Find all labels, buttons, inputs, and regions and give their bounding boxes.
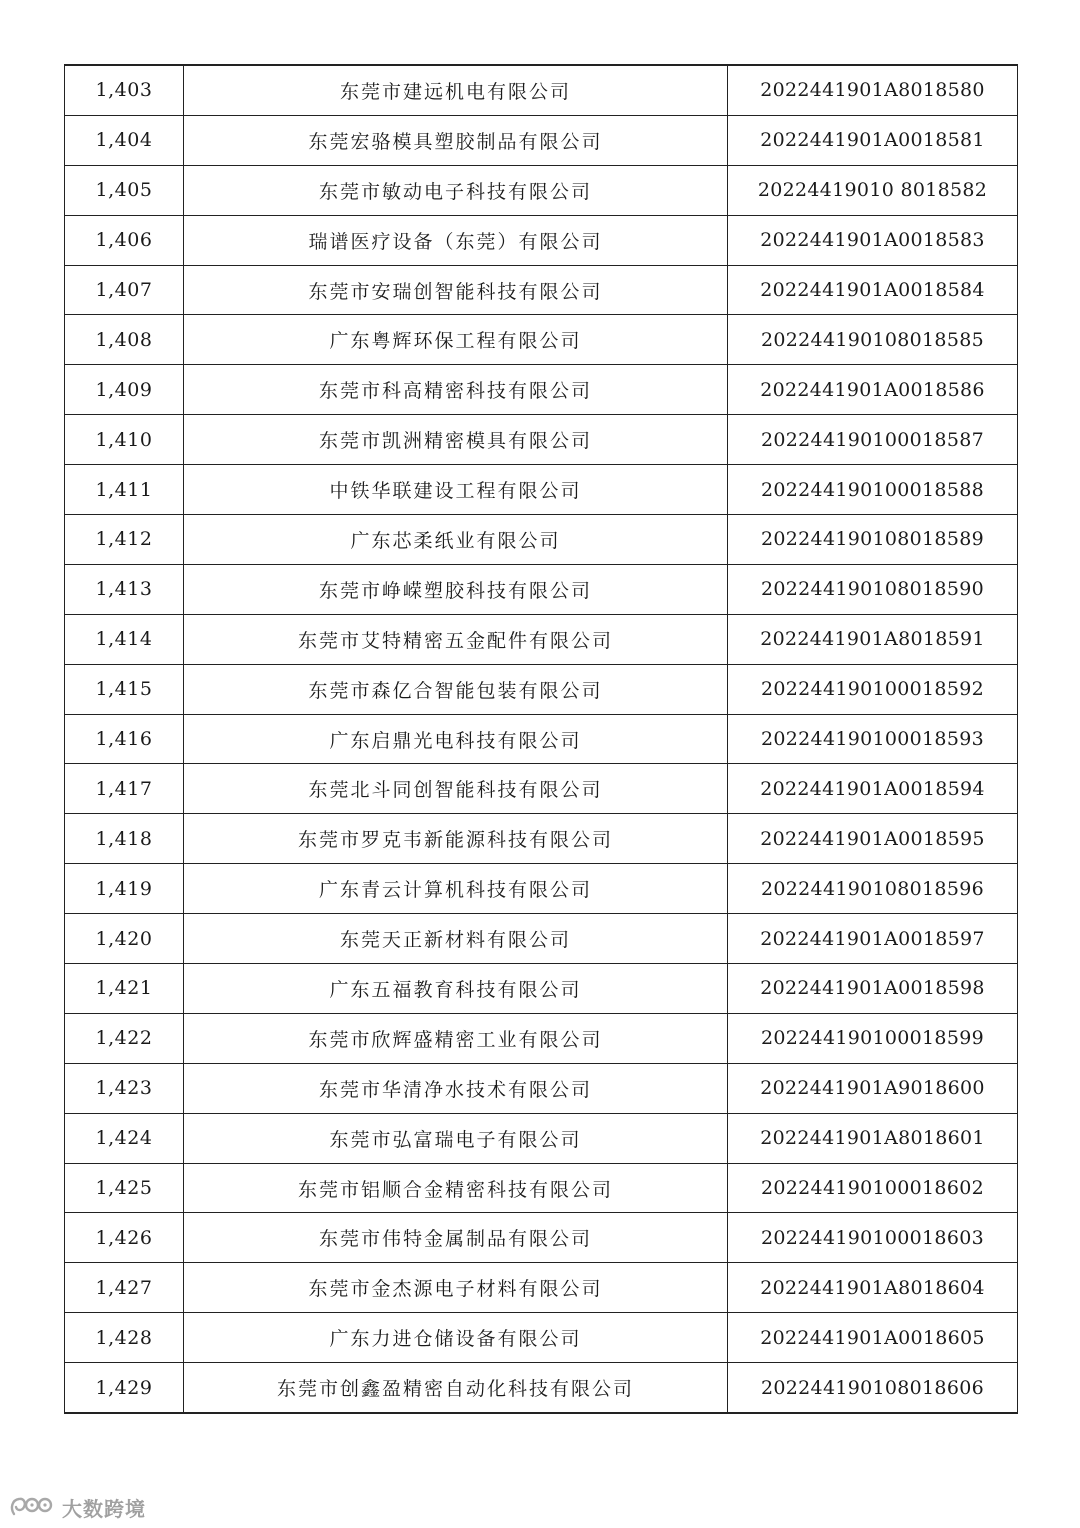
table-row [65, 165, 1018, 215]
brand-logo-icon [8, 1494, 56, 1520]
registration-code-cell: 202244190100018593 [728, 714, 1018, 764]
row-number-cell: 1,415 [65, 664, 184, 714]
company-name-cell: 东莞市森亿合智能包装有限公司 [184, 664, 728, 714]
table-row [65, 1113, 1018, 1163]
company-name-cell: 东莞市科高精密科技有限公司 [184, 365, 728, 415]
table-row [65, 265, 1018, 315]
row-number-cell: 1,429 [65, 1363, 184, 1413]
table-row [65, 1213, 1018, 1263]
registration-code-cell: 202244190108018585 [728, 315, 1018, 365]
row-number-cell: 1,410 [65, 415, 184, 465]
table-row [65, 515, 1018, 565]
registration-code-cell: 2022441901A0018595 [728, 814, 1018, 864]
table-row [65, 914, 1018, 964]
company-name-cell: 东莞市安瑞创智能科技有限公司 [184, 265, 728, 315]
company-registry-table [64, 64, 1018, 1414]
company-name-cell: 广东力进仓储设备有限公司 [184, 1313, 728, 1363]
company-name-cell: 东莞市华清净水技术有限公司 [184, 1063, 728, 1113]
company-name-cell: 广东粤辉环保工程有限公司 [184, 315, 728, 365]
row-number-cell: 1,413 [65, 564, 184, 614]
watermark-text: 大数跨境 [62, 1496, 146, 1521]
registration-code-cell: 2022441901A8018591 [728, 614, 1018, 664]
row-number-cell: 1,404 [65, 115, 184, 165]
table-row [65, 465, 1018, 515]
row-number-cell: 1,420 [65, 914, 184, 964]
watermark [8, 1492, 146, 1522]
registration-code-cell: 2022441901A0018598 [728, 964, 1018, 1014]
row-number-cell: 1,428 [65, 1313, 184, 1363]
company-name-cell: 东莞市艾特精密五金配件有限公司 [184, 614, 728, 664]
registration-code-cell: 202244190100018587 [728, 415, 1018, 465]
table-row [65, 1163, 1018, 1213]
row-number-cell: 1,418 [65, 814, 184, 864]
row-number-cell: 1,403 [65, 65, 184, 115]
table-row [65, 315, 1018, 365]
table-body [65, 65, 1018, 1413]
table-row [65, 415, 1018, 465]
row-number-cell: 1,406 [65, 215, 184, 265]
table-row [65, 1363, 1018, 1413]
company-name-cell: 东莞天正新材料有限公司 [184, 914, 728, 964]
row-number-cell: 1,421 [65, 964, 184, 1014]
table-row [65, 814, 1018, 864]
row-number-cell: 1,426 [65, 1213, 184, 1263]
registration-code-cell: 202244190108018590 [728, 564, 1018, 614]
table-row [65, 1313, 1018, 1363]
registration-code-cell: 2022441901A9018600 [728, 1063, 1018, 1113]
registration-code-cell: 2022441901A0018594 [728, 764, 1018, 814]
row-number-cell: 1,425 [65, 1163, 184, 1213]
row-number-cell: 1,412 [65, 515, 184, 565]
table-row [65, 365, 1018, 415]
table-row [65, 65, 1018, 115]
row-number-cell: 1,408 [65, 315, 184, 365]
registration-code-cell: 202244190100018592 [728, 664, 1018, 714]
row-number-cell: 1,422 [65, 1013, 184, 1063]
registration-code-cell: 2022441901A0018584 [728, 265, 1018, 315]
row-number-cell: 1,424 [65, 1113, 184, 1163]
row-number-cell: 1,407 [65, 265, 184, 315]
row-number-cell: 1,427 [65, 1263, 184, 1313]
row-number-cell: 1,416 [65, 714, 184, 764]
company-name-cell: 广东五福教育科技有限公司 [184, 964, 728, 1014]
table-row [65, 564, 1018, 614]
company-name-cell: 东莞市凯洲精密模具有限公司 [184, 415, 728, 465]
registration-code-cell: 2022441901A0018597 [728, 914, 1018, 964]
table-row [65, 864, 1018, 914]
company-name-cell: 东莞宏骆模具塑胶制品有限公司 [184, 115, 728, 165]
company-name-cell: 东莞市创鑫盈精密自动化科技有限公司 [184, 1363, 728, 1413]
table-row [65, 1063, 1018, 1113]
table-row [65, 964, 1018, 1014]
table-row [65, 115, 1018, 165]
registration-code-cell: 2022441901A0018583 [728, 215, 1018, 265]
table-row [65, 764, 1018, 814]
registration-code-cell: 202244190108018589 [728, 515, 1018, 565]
registration-code-cell: 202244190100018599 [728, 1013, 1018, 1063]
company-name-cell: 东莞市铝顺合金精密科技有限公司 [184, 1163, 728, 1213]
registration-code-cell: 2022441901A0018586 [728, 365, 1018, 415]
company-name-cell: 广东启鼎光电科技有限公司 [184, 714, 728, 764]
registration-code-cell: 202244190108018596 [728, 864, 1018, 914]
company-name-cell: 广东芯柔纸业有限公司 [184, 515, 728, 565]
company-name-cell: 瑞谱医疗设备（东莞）有限公司 [184, 215, 728, 265]
table-row [65, 1263, 1018, 1313]
table-row [65, 714, 1018, 764]
row-number-cell: 1,411 [65, 465, 184, 515]
registration-code-cell: 202244190100018603 [728, 1213, 1018, 1263]
table-row [65, 215, 1018, 265]
company-name-cell: 中铁华联建设工程有限公司 [184, 465, 728, 515]
table-row [65, 614, 1018, 664]
company-name-cell: 东莞市金杰源电子材料有限公司 [184, 1263, 728, 1313]
table-row [65, 1013, 1018, 1063]
row-number-cell: 1,405 [65, 165, 184, 215]
company-name-cell: 广东青云计算机科技有限公司 [184, 864, 728, 914]
company-name-cell: 东莞市弘富瑞电子有限公司 [184, 1113, 728, 1163]
company-name-cell: 东莞市伟特金属制品有限公司 [184, 1213, 728, 1263]
company-name-cell: 东莞北斗同创智能科技有限公司 [184, 764, 728, 814]
company-name-cell: 东莞市欣辉盛精密工业有限公司 [184, 1013, 728, 1063]
table-row [65, 664, 1018, 714]
registration-code-cell: 202244190108018606 [728, 1363, 1018, 1413]
row-number-cell: 1,409 [65, 365, 184, 415]
row-number-cell: 1,419 [65, 864, 184, 914]
registration-code-cell: 2022441901A8018580 [728, 65, 1018, 115]
company-name-cell: 东莞市建远机电有限公司 [184, 65, 728, 115]
registration-code-cell: 2022441901A0018605 [728, 1313, 1018, 1363]
registration-code-cell: 202244190100018588 [728, 465, 1018, 515]
registration-code-cell: 2022441901A8018601 [728, 1113, 1018, 1163]
registration-code-cell: 202244190100018602 [728, 1163, 1018, 1213]
registration-code-cell: 20224419010 8018582 [728, 165, 1018, 215]
registration-code-cell: 2022441901A8018604 [728, 1263, 1018, 1313]
company-name-cell: 东莞市敏动电子科技有限公司 [184, 165, 728, 215]
row-number-cell: 1,423 [65, 1063, 184, 1113]
company-name-cell: 东莞市罗克韦新能源科技有限公司 [184, 814, 728, 864]
row-number-cell: 1,417 [65, 764, 184, 814]
registration-code-cell: 2022441901A0018581 [728, 115, 1018, 165]
company-name-cell: 东莞市峥嵘塑胶科技有限公司 [184, 564, 728, 614]
row-number-cell: 1,414 [65, 614, 184, 664]
